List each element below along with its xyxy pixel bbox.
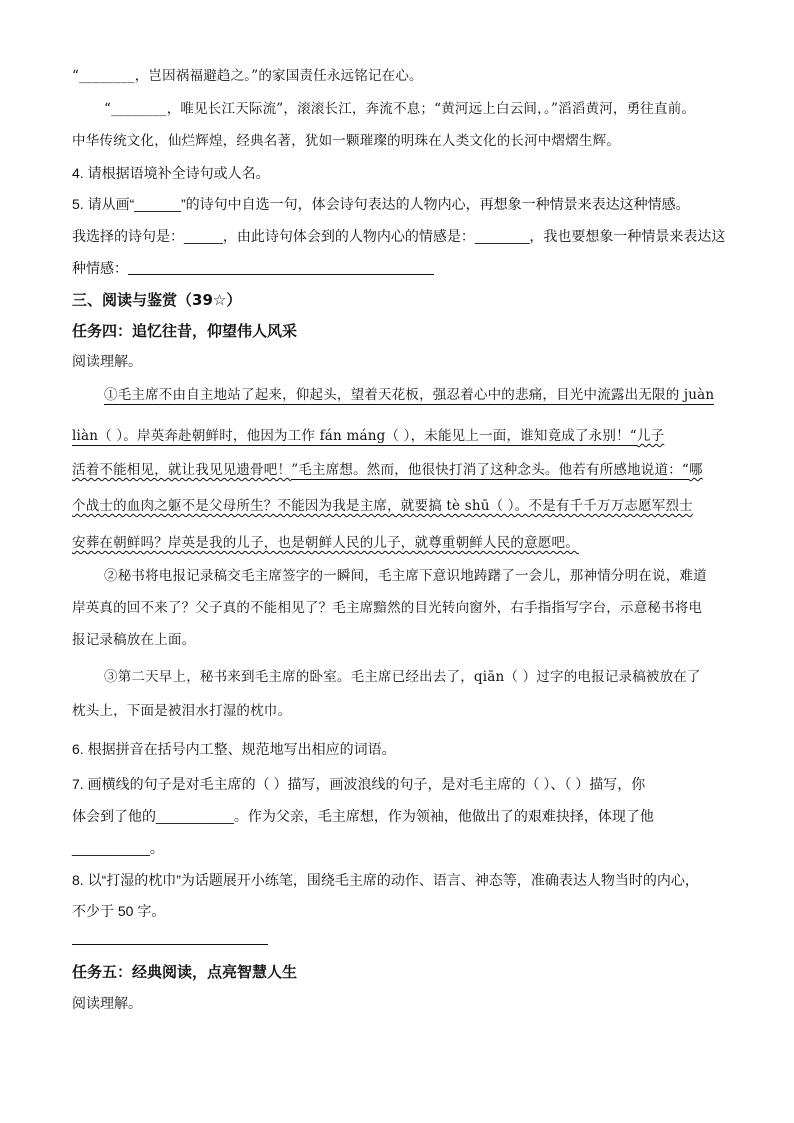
question-5-line-3-row — [72, 258, 724, 278]
underlined-text: liàn（ ）。岸英奔赴朝鲜时，他因为工作 fán máng（ ），未能见上一面，谁知竟成了永别！“ — [72, 428, 637, 444]
question-8: 8. 以“打湿的枕巾”为话题展开小练笔，围绕毛主席的动作、语言、神态等，准确表达人物当时的内心， — [72, 872, 699, 888]
question-5: 5. 请从画“______”的诗句中自选一句，体会诗句表达的人物内心，再想象一种情景来表达这种情感。 — [72, 196, 690, 212]
passage-p3-line-1: ③第二天早上，秘书来到毛主席的卧室。毛主席已经出去了，qiān（ ）过字的电报记录稿被放在了 — [104, 669, 701, 685]
wavy-text: 安葬在朝鲜吗？岸英是我的儿子，也是朝鲜人民的儿子，就尊重朝鲜人民的意愿吧。 — [72, 535, 579, 551]
task-5-read-label: 阅读理解。 — [72, 995, 142, 1011]
question-5-line-3: 种情感： — [72, 260, 128, 276]
answer-blank[interactable] — [128, 260, 434, 275]
passage-p3-line-2: 枕头上，下面是被泪水打湿的枕巾。 — [72, 703, 292, 719]
question-5-line-2: 我选择的诗句是：_____，由此诗句体会到的人物内心的情感是：_______，我也要想象一种情景来表达这 — [72, 228, 726, 244]
underlined-text: ”毛主席想。然而，他很快打消了这种念头。他若有所感地说道：“ — [291, 462, 690, 478]
passage-p1-line-4 — [72, 496, 724, 516]
task-5-title: 任务五：经典阅读，点亮智慧人生 — [72, 963, 298, 981]
passage-p2-line-2: 岸英真的回不来了？父子真的不能相见了？毛主席黯然的目光转向窗外，右手指指写字台，示意秘书将电 — [72, 600, 703, 616]
poem-line-3: 中华传统文化，仙烂辉煌，经典名著，犹如一颗璀璨的明珠在人类文化的长河中熠熠生辉。 — [72, 133, 620, 149]
passage-p1-line-2 — [72, 426, 724, 446]
question-7-line-3: __________。 — [72, 840, 164, 856]
passage-p2-line-1: ②秘书将电报记录稿交毛主席签字的一瞬间，毛主席下意识地踌躇了一会儿，那神情分明在说，难道 — [104, 568, 707, 584]
wavy-text: 哪 — [689, 462, 703, 478]
wavy-text: 个战士的血肉之躯不是父母所生？不能因为我是主席，就要搞 tè shū（ ）。不是有千千万万志愿军烈士 — [72, 498, 693, 514]
question-4: 4. 请根据语境补全诗句或人名。 — [72, 165, 270, 181]
question-7-line-2: 体会到了他的__________。作为父亲，毛主席想，作为领袖，他做出了的艰难抉择，体现了他 — [72, 808, 654, 824]
poem-line-2: “________，唯见长江天际流”，滚滚长江，奔流不息；“黄河远上白云间，。”滔滔黄河，勇往直前。 — [104, 101, 696, 117]
passage-p1-line-1 — [104, 385, 724, 405]
passage-p2-line-3: 报记录稿放在上面。 — [72, 632, 196, 648]
passage-p1-line-3 — [72, 460, 724, 480]
answer-line[interactable] — [72, 944, 268, 945]
read-label: 阅读理解。 — [72, 353, 142, 369]
passage-p1-line-5 — [72, 533, 724, 553]
wavy-text: 儿子 — [636, 428, 665, 444]
underlined-text: ①毛主席不由自主地站了起来，仰起头，望着天花板，强忍着心中的悲痛，目光中流露出无限的 juàn — [104, 387, 715, 403]
question-8-line-2: 不少于 50 字。 — [72, 903, 166, 919]
question-6: 6. 根据拼音在括号内工整、规范地写出相应的词语。 — [72, 741, 396, 757]
section-3-title: 三、阅读与鉴赏（39☆） — [72, 291, 242, 309]
poem-line-1: “________，岂因祸福避趋之。”的家国责任永远铭记在心。 — [72, 68, 423, 84]
task-4-title: 任务四：追忆往昔，仰望伟人风采 — [72, 322, 298, 340]
question-7: 7. 画横线的句子是对毛主席的（ ）描写，画波浪线的句子，是对毛主席的（ ）、（ ）描写，你 — [72, 776, 646, 792]
wavy-text: 活着不能相见，就让我见见遗骨吧！ — [72, 462, 292, 478]
